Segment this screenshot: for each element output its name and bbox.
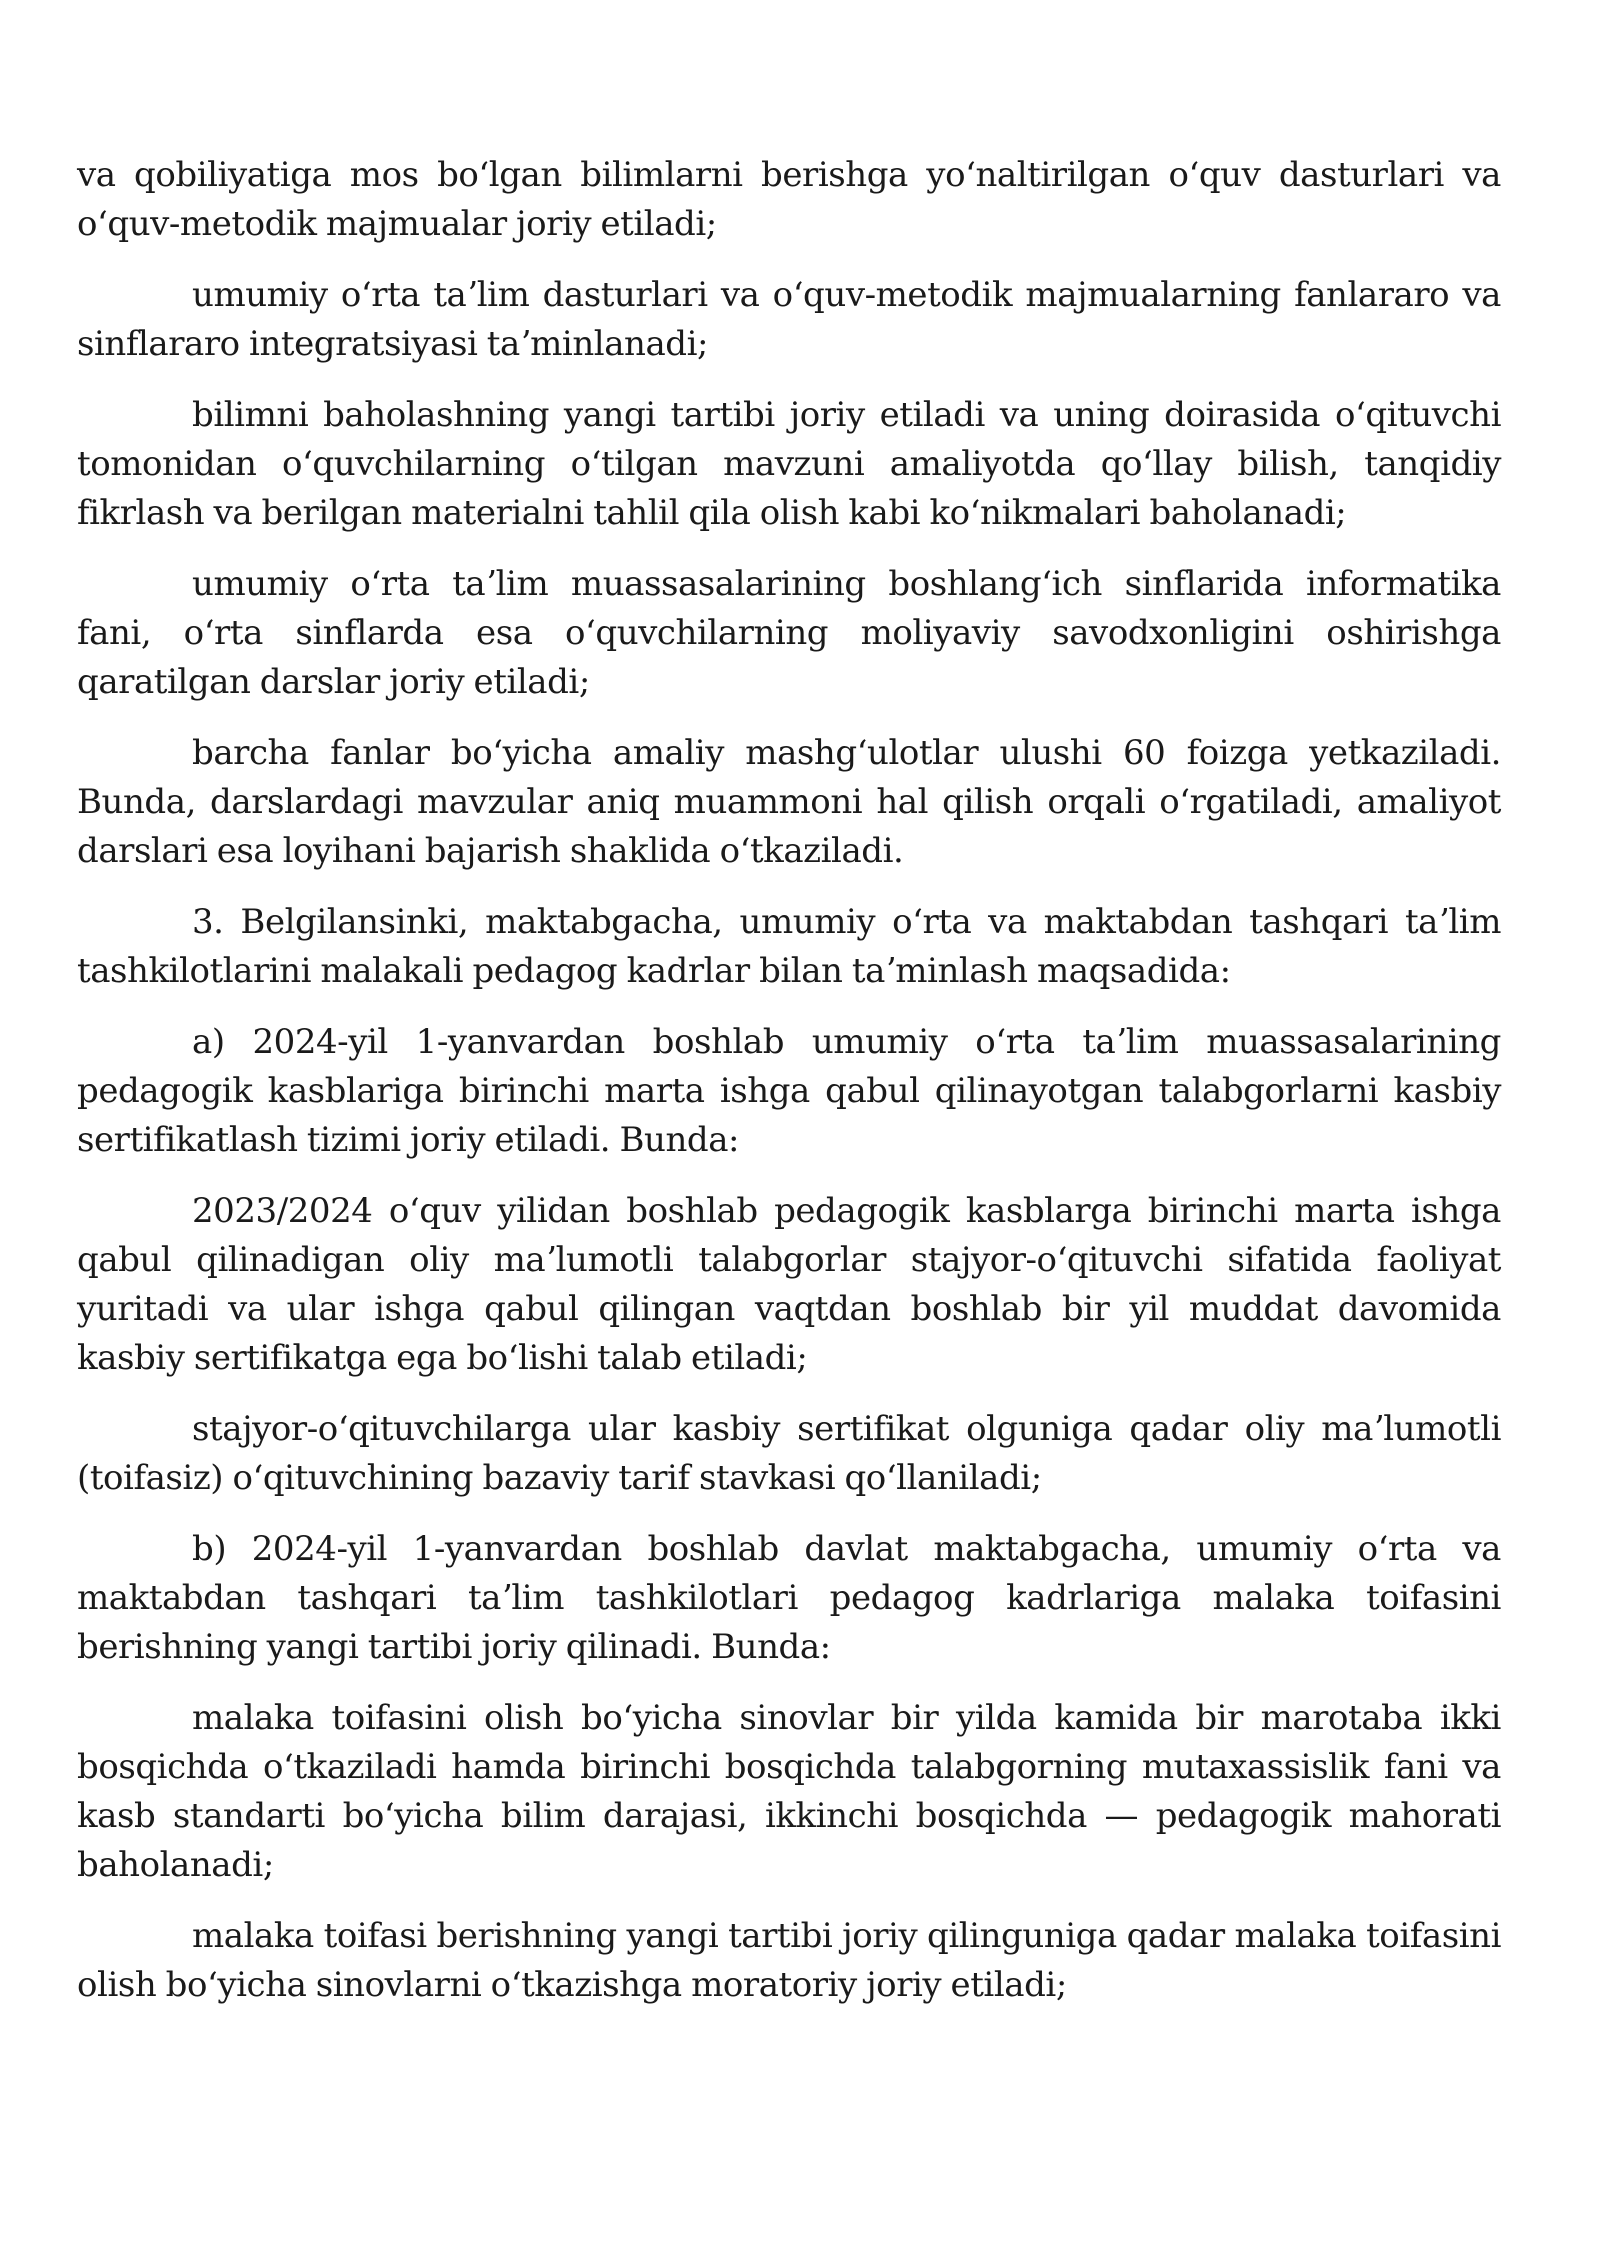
document-body [77,151,1501,2032]
paragraph-2: umumiy oʻrta taʼlim dasturlari va oʻquv-metodik majmualarning fanlararo va sinflararo integratsiyasi taʼminlanadi; [77,275,1501,364]
paragraph-6: 3. Belgilansinki, maktabgacha, umumiy oʻrta va maktabdan tashqari taʼlim tashkilotlarini malakali pedagog kadrlar bilan taʼminlash maqsadida: [77,902,1501,991]
paragraph-4: umumiy oʻrta taʼlim muassasalarining boshlangʻich sinflarida informatika fani, oʻrta sinflarda esa oʻquvchilarning moliyaviy savodxonligini oshirishga qaratilgan darslar joriy etiladi; [77,564,1501,702]
paragraph-12: malaka toifasi berishning yangi tartibi joriy qilinguniga qadar malaka toifasini olish boʻyicha sinovlarni oʻtkazishga moratoriy joriy etiladi; [77,1916,1501,2005]
paragraph-1: va qobiliyatiga mos boʻlgan bilimlarni berishga yoʻnaltirilgan oʻquv dasturlari va oʻquv-metodik majmualar joriy etiladi; [77,155,1501,244]
paragraph-9: stajyor-oʻqituvchilarga ular kasbiy sertifikat olguniga qadar oliy maʼlumotli (toifasiz) oʻqituvchining bazaviy tarif stavkasi qoʻllaniladi; [77,1409,1501,1498]
paragraph-10: b) 2024-yil 1-yanvardan boshlab davlat maktabgacha, umumiy oʻrta va maktabdan tashqari taʼlim tashkilotlari pedagog kadrlariga malaka toifasini berishning yangi tartibi joriy qilinadi. Bunda: [77,1529,1501,1667]
paragraph-5: barcha fanlar boʻyicha amaliy mashgʻulotlar ulushi 60 foizga yetkaziladi. Bunda, darslardagi mavzular aniq muammoni hal qilish orqali oʻrgatiladi, amaliyot darslari esa loyihani bajarish shaklida oʻtkaziladi. [77,733,1501,871]
paragraph-3: bilimni baholashning yangi tartibi joriy etiladi va uning doirasida oʻqituvchi tomonidan oʻquvchilarning oʻtilgan mavzuni amaliyotda qoʻllay bilish, tanqidiy fikrlash va berilgan materialni tahlil qila olish kabi koʻnikmalari baholanadi; [77,395,1501,533]
paragraph-8: 2023/2024 oʻquv yilidan boshlab pedagogik kasblarga birinchi marta ishga qabul qilinadigan oliy maʼlumotli talabgorlar stajyor-oʻqituvchi sifatida faoliyat yuritadi va ular ishga qabul qilingan vaqtdan boshlab bir yil muddat davomida kasbiy sertifikatga ega boʻlishi talab etiladi; [77,1191,1501,1378]
paragraph-7: a) 2024-yil 1-yanvardan boshlab umumiy oʻrta taʼlim muassasalarining pedagogik kasblariga birinchi marta ishga qabul qilinayotgan talabgorlarni kasbiy sertifikatlash tizimi joriy etiladi. Bunda: [77,1022,1501,1160]
paragraph-11: malaka toifasini olish boʻyicha sinovlar bir yilda kamida bir marotaba ikki bosqichda oʻtkaziladi hamda birinchi bosqichda talabgorning mutaxassislik fani va kasb standarti boʻyicha bilim darajasi, ikkinchi bosqichda — pedagogik mahorati baholanadi; [77,1698,1501,1885]
